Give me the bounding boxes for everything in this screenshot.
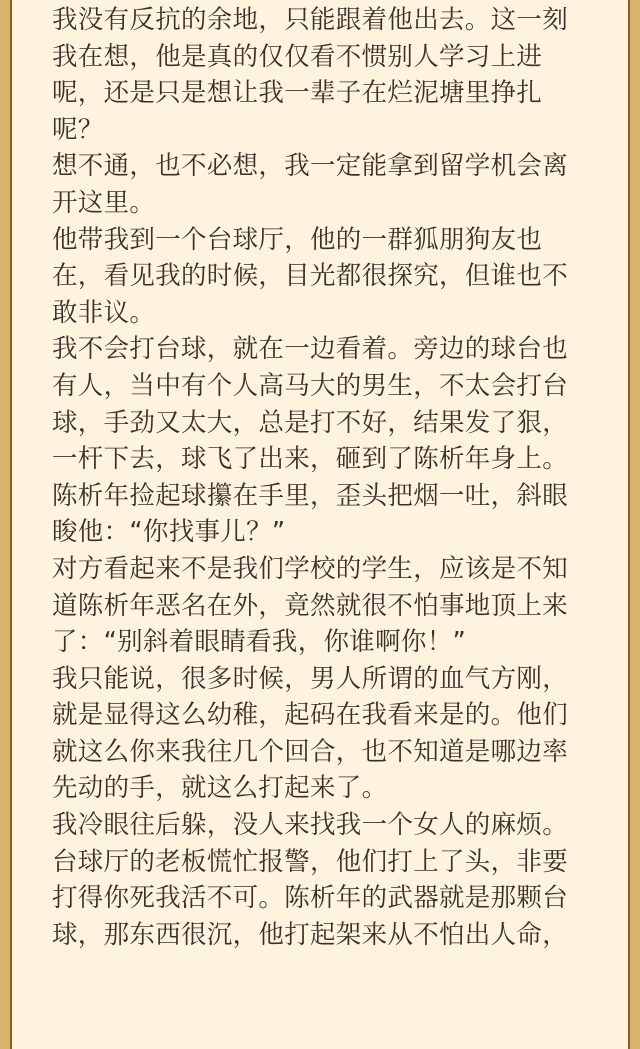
paragraph: 他带我到一个台球厅，他的一群狐朋狗友也 在，看见我的时候，目光都很探究，但谁也不 敢非议。	[52, 224, 569, 328]
paragraph: 陈析年捡起球攥在手里，歪头把烟一吐，斜眼 睃他：“你找事儿？”	[52, 480, 569, 548]
paragraph: 我不会打台球，就在一边看着。旁边的球台也 有人，当中有个人高马大的男生，不太会打台 球，手劲又太大，总是打不好，结果发了狠， 一杆下去，球飞了出来，砸到了陈析年身上。	[52, 334, 569, 475]
article-body	[52, 2, 600, 953]
paragraph: 我只能说，很多时候，男人所谓的血气方刚， 就是显得这么幼稚，起码在我看来是的。他们 就这么你来我往几个回合，也不知道是哪边率 先动的手，就这么打起来了。	[52, 663, 569, 804]
left-border	[0, 0, 10, 1049]
right-border	[630, 0, 640, 1049]
paragraph: 对方看起来不是我们学校的学生，应该是不知 道陈析年恶名在外，竟然就很不怕事地顶上来 了：“别斜着眼睛看我，你谁啊你！”	[52, 553, 569, 658]
paragraph: 想不通，也不必想，我一定能拿到留学机会离 开这里。	[52, 151, 569, 218]
paragraph: 我冷眼往后躲，没人来找我一个女人的麻烦。 台球厅的老板慌忙报警，他们打上了头，非要 打得你死我活不可。陈析年的武器就是那颗台 球，那东西很沉，他打起架来从不怕出人命，	[52, 810, 569, 950]
paragraph: 我没有反抗的余地，只能跟着他出去。这一刻 我在想，他是真的仅仅看不惯别人学习上进 呢，还是只是想让我一辈子在烂泥塘里挣扎 呢？	[52, 5, 569, 145]
